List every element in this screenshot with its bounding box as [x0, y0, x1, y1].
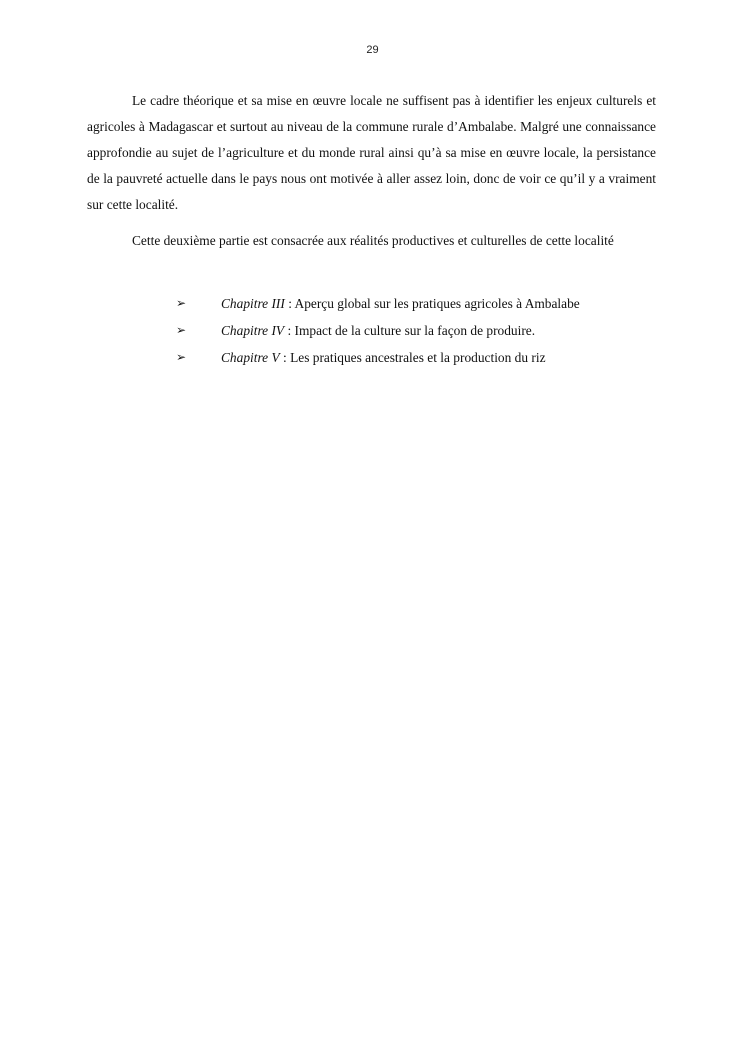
chapter-list-item — [0, 344, 745, 371]
intro-paragraph: Le cadre théorique et sa mise en œuvre locale ne suffisent pas à identifier les enjeux culturels et agricoles à Madagascar et surtout au niveau de la commune rurale d’Ambalabe. Malgré une connaissance approfondie au sujet de l’agriculture et du monde rural ainsi qu’à sa mise en œuvre locale, la persistance de la pauvreté actuelle dans le pays nous ont motivée à aller assez loin, donc de voir ce qu’il y a vraiment sur cette localité. — [87, 93, 656, 212]
arrow-bullet-icon: ➢ — [176, 350, 187, 364]
chapter-title: Chapitre III — [221, 296, 285, 311]
arrow-bullet-icon: ➢ — [176, 323, 187, 337]
chapter-title: Chapitre IV — [221, 323, 285, 338]
chapter-list — [0, 290, 745, 371]
part-description-paragraph: Cette deuxième partie est consacrée aux réalités productives et culturelles de cette localité — [132, 233, 614, 248]
arrow-bullet-icon: ➢ — [176, 296, 187, 310]
page-number: 29 — [366, 44, 379, 56]
chapter-entry — [221, 290, 580, 317]
chapter-list-item — [0, 317, 745, 344]
chapter-description: : Aperçu global sur les pratiques agricoles à Ambalabe — [284, 296, 580, 311]
chapter-description: : Impact de la culture sur la façon de produire. — [284, 323, 536, 338]
chapter-title: Chapitre V — [221, 350, 280, 365]
chapter-entry — [221, 317, 535, 344]
chapter-description: : Les pratiques ancestrales et la production du riz — [279, 350, 546, 365]
chapter-list-item — [0, 290, 745, 317]
chapter-entry — [221, 344, 546, 371]
